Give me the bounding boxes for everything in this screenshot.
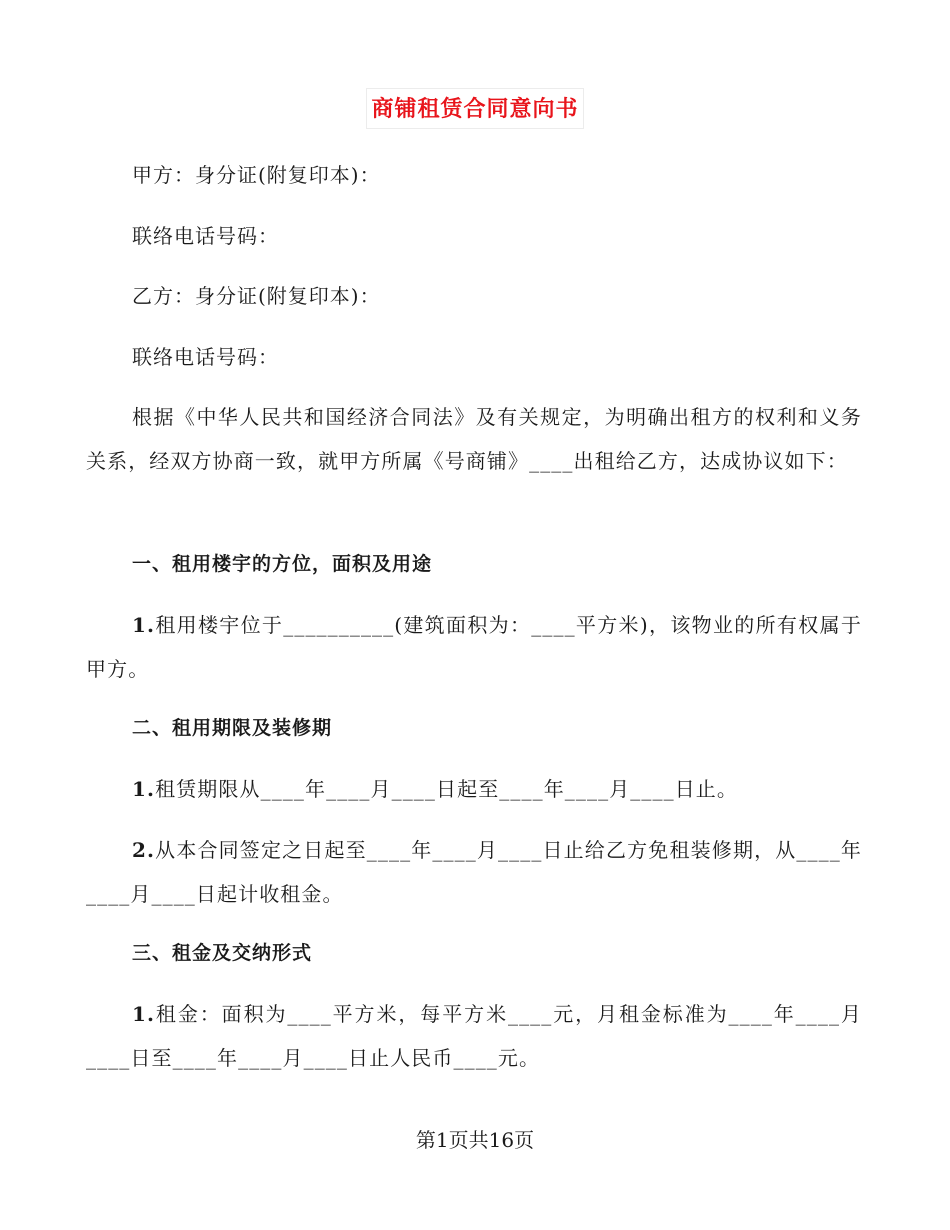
section2-item1 [86,767,862,811]
item-number: 1. [132,777,156,801]
section2-heading: 二、租用期限及装修期 [132,717,333,739]
page-footer: 第1页共16页 [415,1128,535,1152]
item-text: 租赁期限从____年____月____日起至____年____月____日止。 [155,777,738,801]
item-text: 租用楼宇位于__________(建筑面积为：____平方米)，该物业的所有权属于甲方。 [86,613,862,681]
item-number: 2. [132,838,156,862]
party-a-phone-line: 联络电话号码： [132,224,279,248]
title-container [0,88,950,129]
party-b-phone-line: 联络电话号码： [132,345,279,369]
party-b-line: 乙方：身分证(附复印本)： [132,284,381,308]
section1-heading: 一、租用楼宇的方位，面积及用途 [132,553,433,575]
party-a-line: 甲方：身分证(附复印本)： [132,163,381,187]
item-text: 租金：面积为____平方米，每平方米____元，月租金标准为____年____月____日至____年____月____日止人民币____元。 [86,1002,862,1070]
item-number: 1. [132,1002,156,1026]
document-title: 商铺租赁合同意向书 [366,88,583,129]
section1-item1 [86,603,862,691]
section3-item1 [86,992,862,1080]
item-number: 1. [132,613,156,637]
item-text: 从本合同签定之日起至____年____月____日止给乙方免租装修期，从____年____月____日起计收租金。 [86,838,862,906]
intro-paragraph: 根据《中华人民共和国经济合同法》及有关规定，为明确出租方的权利和义务关系，经双方协商一致，就甲方所属《号商铺》____出租给乙方，达成协议如下： [86,405,862,473]
section3-heading: 三、租金及交纳形式 [132,942,313,964]
section2-item2 [86,828,862,916]
